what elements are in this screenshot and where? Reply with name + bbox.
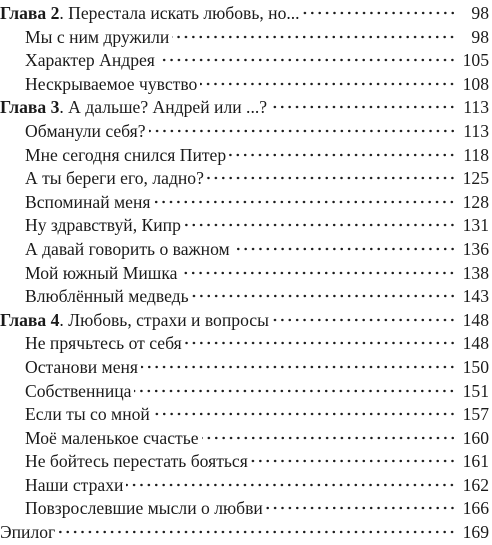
toc-item[interactable] [0, 262, 489, 286]
dot-leader [134, 389, 456, 393]
toc-item[interactable] [0, 73, 489, 97]
toc-item[interactable] [0, 214, 489, 238]
dot-leader [233, 247, 456, 251]
toc-item[interactable] [0, 427, 489, 451]
dot-leader [272, 318, 456, 322]
toc-chapter-2[interactable] [0, 2, 489, 26]
dot-leader [303, 11, 456, 15]
item-title: Обманули себя? [25, 120, 146, 141]
dot-leader [251, 459, 456, 463]
item-title: Собственница [25, 380, 132, 401]
item-title: А давай говорить о важном [25, 238, 230, 259]
chapter-title [0, 309, 269, 333]
page-number: 131 [462, 215, 489, 236]
dot-leader [158, 58, 456, 62]
page-number: 143 [462, 286, 489, 307]
page-number: 160 [462, 427, 489, 448]
item-title: Моё маленькое счастье [25, 427, 199, 448]
toc-item[interactable] [0, 26, 489, 50]
chapter-name: . А дальше? Андрей или ...? [59, 97, 268, 118]
item-title: Характер Андрея [25, 50, 155, 71]
toc-chapter-4[interactable] [0, 309, 489, 333]
dot-leader [200, 82, 456, 86]
toc-item[interactable] [0, 238, 489, 262]
chapter-title [0, 2, 300, 26]
dot-leader [172, 35, 456, 39]
dot-leader [126, 483, 456, 487]
toc-item[interactable] [0, 120, 489, 144]
toc-item[interactable] [0, 403, 489, 427]
dot-leader [180, 271, 456, 275]
page-number: 169 [462, 522, 489, 543]
dot-leader [149, 129, 456, 133]
dot-leader [153, 412, 456, 416]
page-number: 166 [462, 498, 489, 519]
page-number: 138 [462, 262, 489, 283]
dot-leader [207, 176, 456, 180]
chapter-label: Глава 3 [0, 97, 60, 118]
item-title: Мне сегодня снился Питер [25, 144, 227, 165]
dot-leader [58, 530, 456, 534]
dot-leader [153, 200, 456, 204]
page-number: 157 [462, 404, 489, 425]
item-title: Останови меня [25, 356, 139, 377]
dot-leader [185, 341, 456, 345]
toc-item[interactable] [0, 497, 489, 521]
toc-item[interactable] [0, 49, 489, 73]
page-number: 98 [471, 3, 489, 23]
dot-leader [192, 294, 456, 298]
page-number: 108 [462, 73, 489, 94]
page-number: 128 [462, 191, 489, 212]
toc-item[interactable] [0, 191, 489, 215]
item-title: Вспоминай меня [25, 191, 151, 212]
chapter-title [0, 96, 267, 120]
item-title: Мой южный Мишка [25, 262, 178, 283]
dot-leader [141, 365, 456, 369]
item-title: Мы с ним дружили [25, 26, 170, 47]
item-title: Не бойтесь перестать бояться [25, 451, 248, 472]
toc-item[interactable] [0, 332, 489, 356]
toc-item[interactable] [0, 474, 489, 498]
chapter-name: . Перестала искать любовь, но... [59, 3, 300, 23]
chapter-name: . Любовь, страхи и вопросы [59, 309, 269, 330]
toc-item[interactable] [0, 167, 489, 191]
item-title: Влюблённый медведь [25, 286, 189, 307]
toc-chapter-3[interactable] [0, 96, 489, 120]
toc-item[interactable] [0, 356, 489, 380]
chapter-label: Глава 2 [0, 3, 60, 23]
dot-leader [270, 105, 456, 109]
page-number: 125 [462, 168, 489, 189]
toc-item[interactable] [0, 285, 489, 309]
toc-item[interactable] [0, 380, 489, 404]
toc-item[interactable] [0, 144, 489, 168]
page-number: 161 [462, 451, 489, 472]
toc-epilogue[interactable] [0, 521, 489, 545]
dot-leader [184, 223, 456, 227]
dot-leader [202, 436, 456, 440]
page-number: 105 [462, 50, 489, 71]
page-number: 162 [462, 474, 489, 495]
item-title: Если ты со мной [25, 404, 150, 425]
item-title: Повзрослевшие мысли о любви [25, 498, 263, 519]
page-number: 150 [462, 356, 489, 377]
item-title: Наши страхи [25, 474, 124, 495]
item-title: Не прячьтесь от себя [25, 333, 182, 354]
chapter-label: Глава 4 [0, 309, 60, 330]
page-number: 98 [471, 26, 489, 47]
table-of-contents [0, 2, 489, 545]
page-number: 113 [463, 97, 489, 118]
dot-leader [266, 506, 456, 510]
item-title: Ну здравствуй, Кипр [25, 215, 181, 236]
page-number: 148 [462, 309, 489, 330]
page-number: 136 [462, 238, 489, 259]
page-number: 151 [462, 380, 489, 401]
page-number: 113 [463, 120, 489, 141]
page-number: 148 [462, 333, 489, 354]
page-number: 118 [463, 144, 489, 165]
epilogue-title: Эпилог [0, 522, 56, 543]
dot-leader [229, 153, 456, 157]
item-title: А ты береги его, ладно? [25, 168, 204, 189]
item-title: Нескрываемое чувство [25, 73, 198, 94]
toc-item[interactable] [0, 450, 489, 474]
